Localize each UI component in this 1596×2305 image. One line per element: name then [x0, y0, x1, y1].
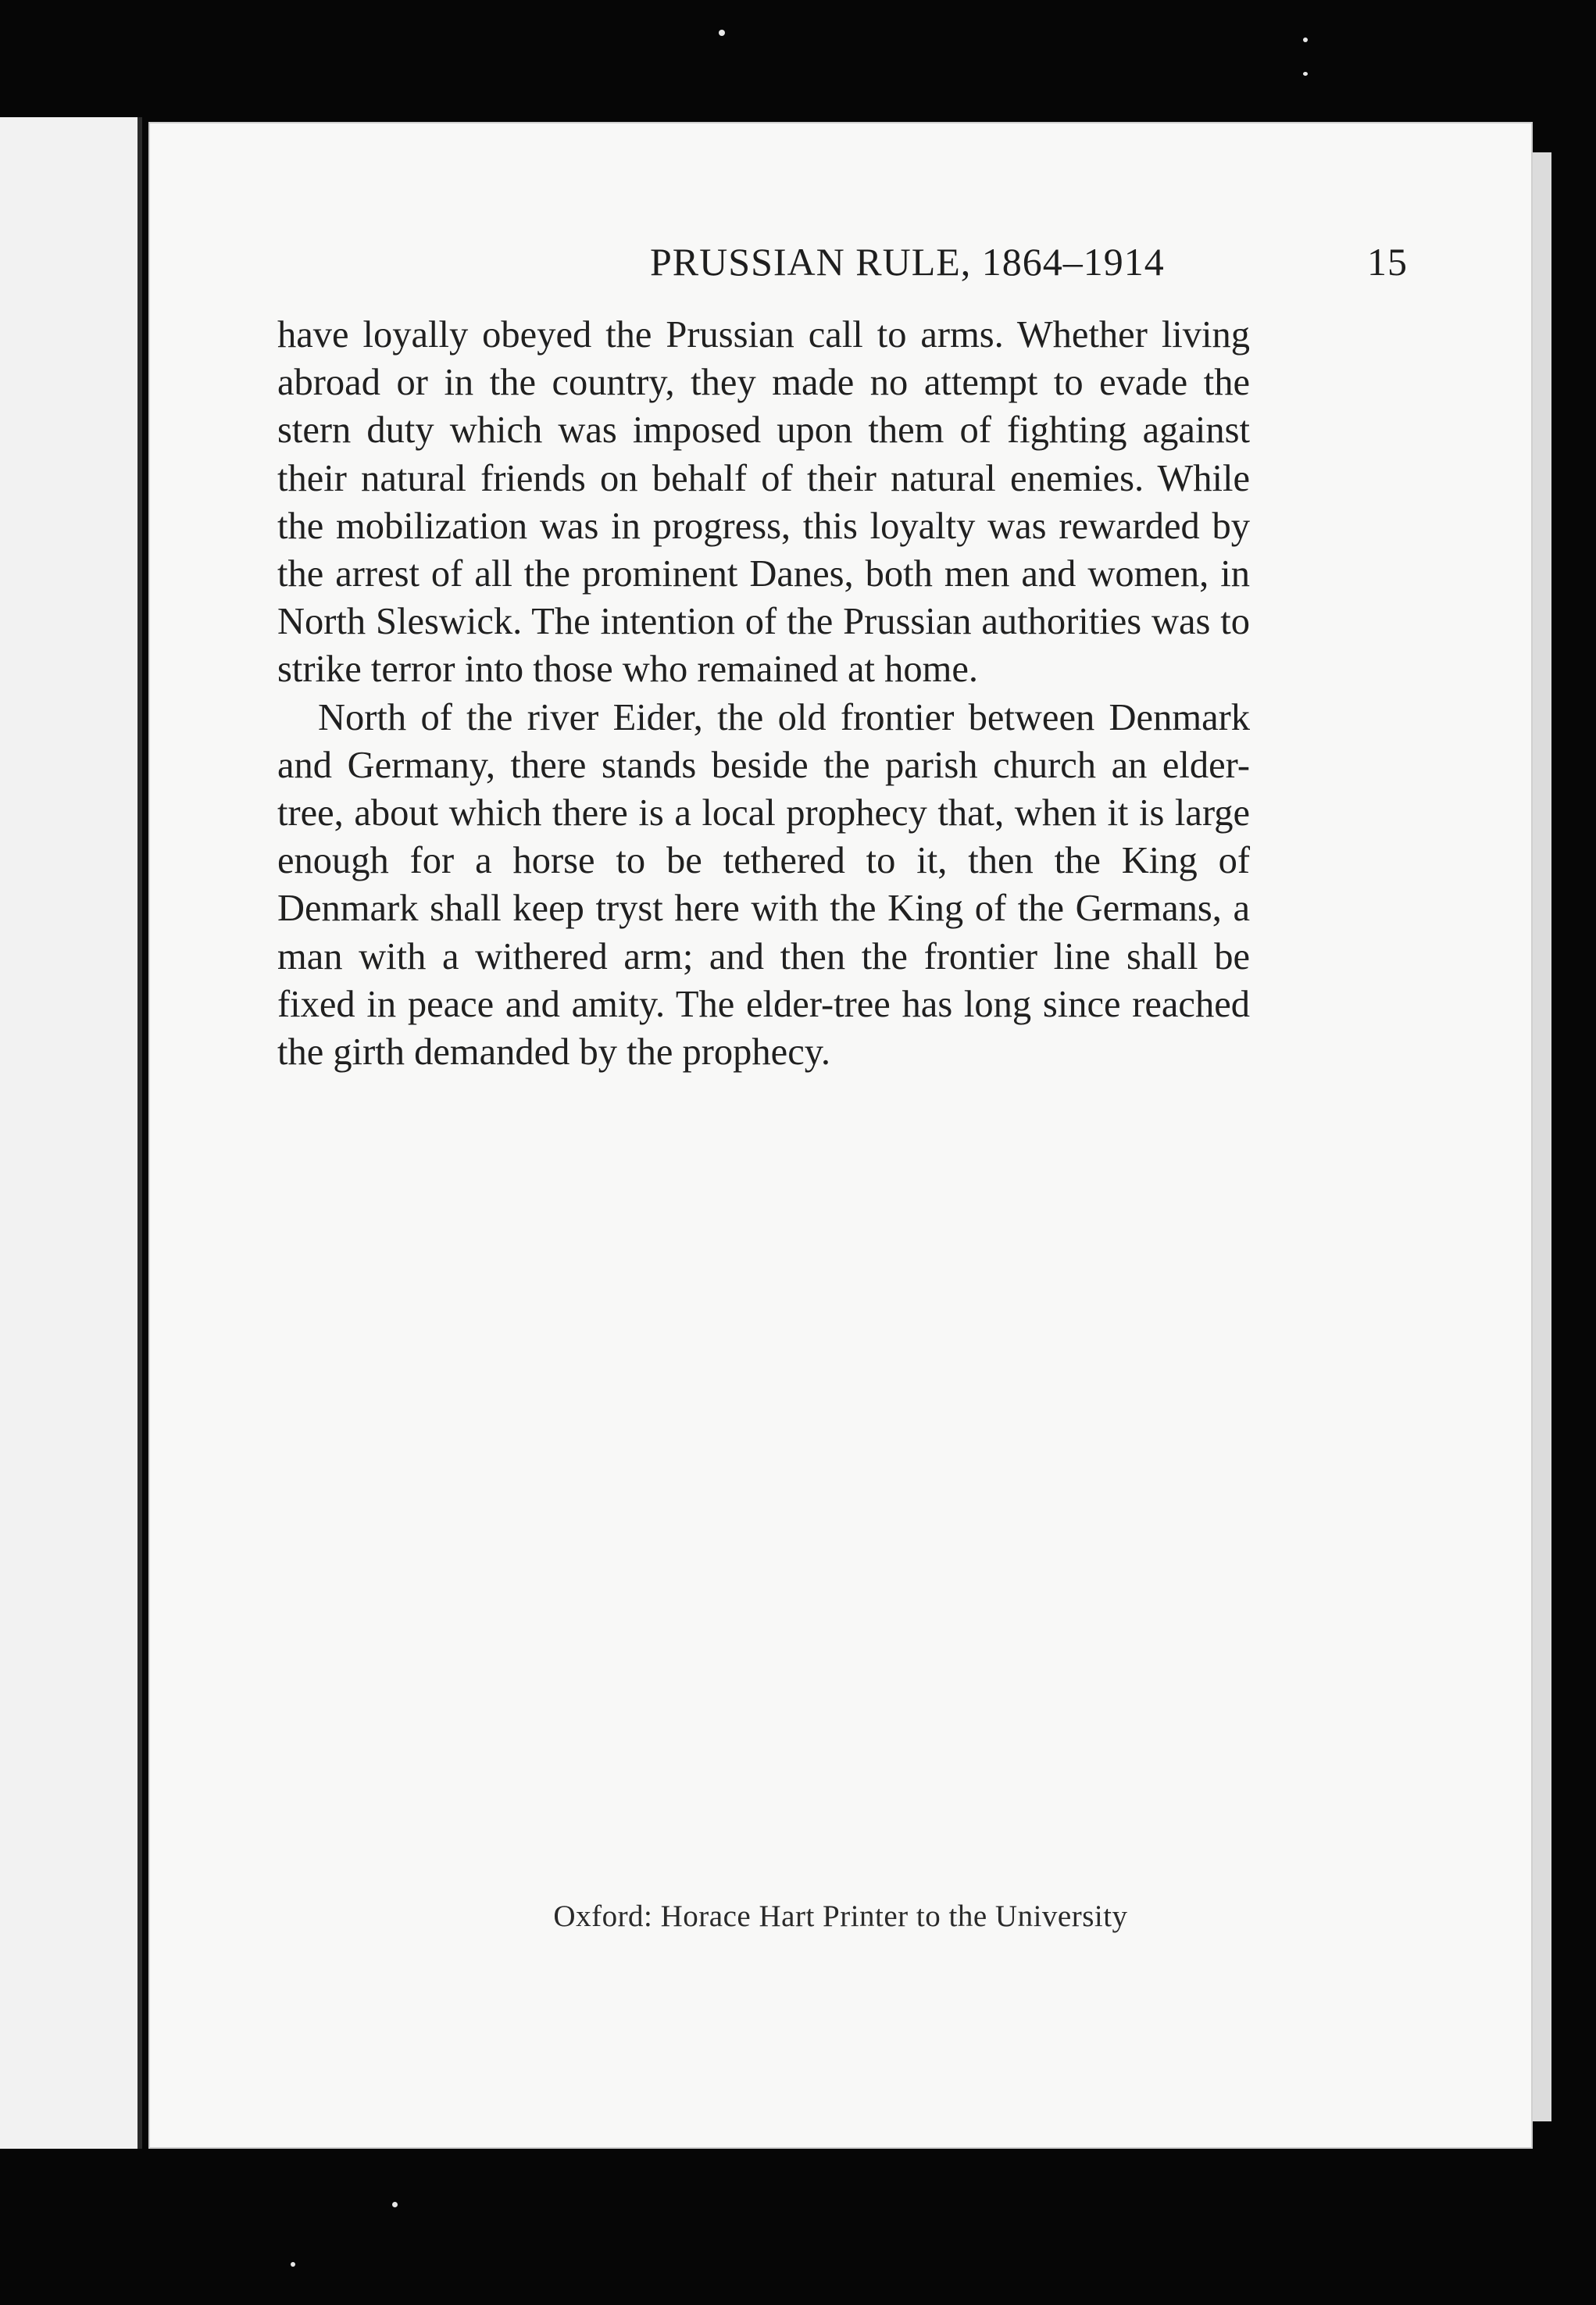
page-header	[494, 239, 1408, 294]
body-text	[277, 311, 1250, 1076]
page-stack-edge	[1528, 152, 1551, 2121]
page-number: 15	[1367, 240, 1408, 284]
scan-speck	[1303, 72, 1308, 76]
printer-imprint: Oxford: Horace Hart Printer to the University	[553, 1899, 1128, 1933]
paragraph: North of the river Eider, the old frontier between Denmark and Germany, there stands beside the parish church an elder-tree, about which there is a local prophecy that, when it is large enough for a horse to be tethered to it, then the King of Denmark shall keep tryst here with the King of the Germans, a man with a withered arm; and then the frontier line shall be fixed in peace and amity. The elder-tree has long since reached the girth demanded by the prophecy.	[277, 696, 1250, 1074]
scan-speck	[719, 30, 725, 36]
paragraph: have loyally obeyed the Prussian call to arms. Whether living abroad or in the country, they made no attempt to evade the stern duty which was imposed upon them of fighting against their natural friends on behalf of their natural enemies. While the mobilization was in progress, this loyalty was rewarded by the arrest of all the prominent Danes, both men and women, in North Sleswick. The intention of the Prussian authorities was to strike terror into those who remained at home.	[277, 314, 1250, 691]
scan-speck	[291, 2262, 295, 2267]
scan-speck	[392, 2202, 398, 2207]
facing-page-edge	[0, 117, 142, 2149]
book-page	[150, 123, 1531, 2147]
running-title: PRUSSIAN RULE, 1864–1914	[650, 240, 1165, 284]
scan-speck	[1303, 38, 1308, 42]
